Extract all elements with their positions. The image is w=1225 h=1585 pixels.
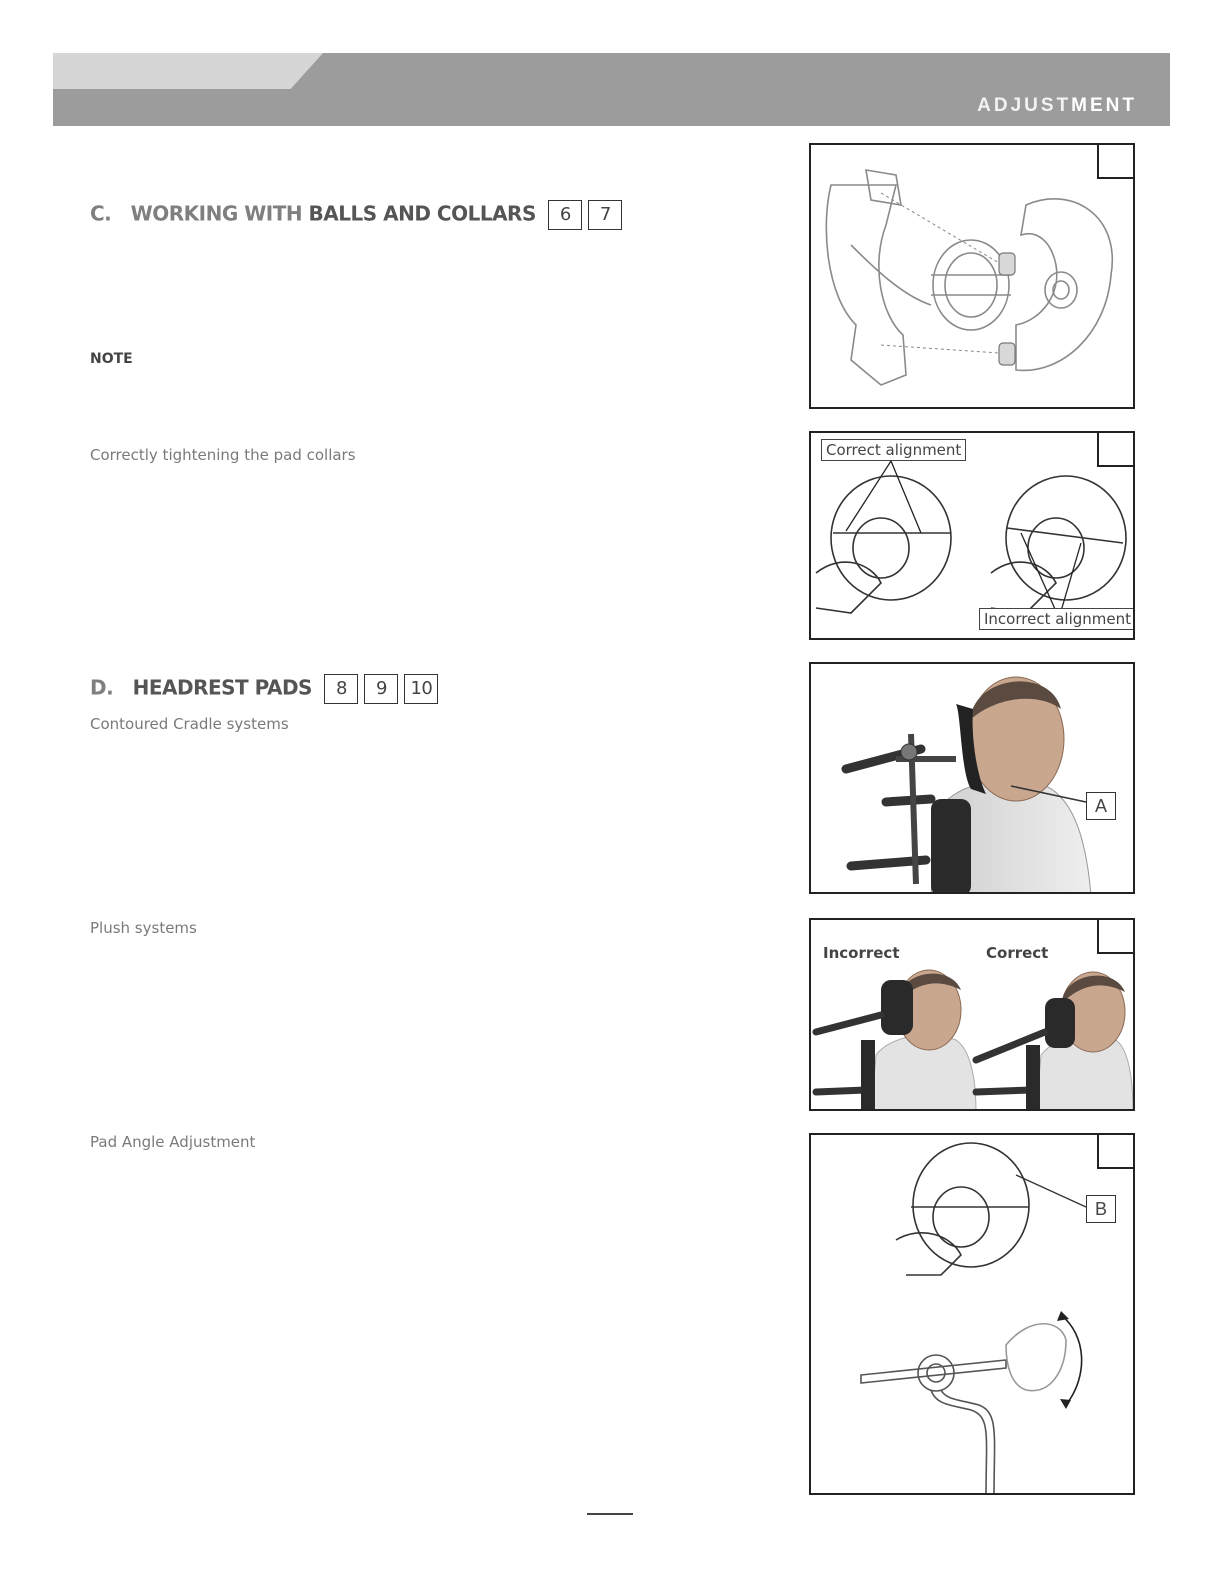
subheading-collars: Correctly tightening the pad collars	[90, 446, 356, 464]
label-incorrect: Incorrect	[823, 944, 900, 962]
footer-rule	[587, 1513, 633, 1515]
fig-ref-6: 6	[548, 200, 582, 230]
figure-9	[809, 918, 1135, 1111]
figure-7	[809, 431, 1135, 640]
plush-photos	[811, 920, 1135, 1111]
callout-correct-alignment: Correct alignment	[821, 439, 966, 461]
section-d-letter: D.	[90, 675, 114, 700]
subheading-angle: Pad Angle Adjustment	[90, 1133, 256, 1151]
section-c-title-b: BALLS AND COLLARS	[308, 201, 536, 226]
figure-8	[809, 662, 1135, 894]
section-c-title-a: WORKING WITH	[130, 201, 309, 226]
section-c-letter: C.	[90, 201, 112, 226]
subheading-plush: Plush systems	[90, 919, 197, 937]
callout-b: B	[1086, 1195, 1116, 1223]
callout-a: A	[1086, 792, 1116, 820]
subheading-cradle: Contoured Cradle systems	[90, 715, 289, 733]
section-d-title	[90, 674, 438, 704]
figure-10	[809, 1133, 1135, 1495]
fig-ref-7: 7	[588, 200, 622, 230]
note-label: NOTE	[90, 351, 133, 367]
collar-exploded-drawing	[811, 145, 1135, 409]
label-correct: Correct	[986, 944, 1049, 962]
fig-ref-10: 10	[404, 674, 438, 704]
section-c-title	[90, 200, 622, 230]
pad-angle-drawing	[811, 1135, 1135, 1495]
title-main: ADJUST	[977, 95, 1072, 116]
title-accent: MENT	[1071, 95, 1137, 116]
callout-incorrect-alignment: Incorrect alignment	[979, 608, 1135, 630]
figure-6	[809, 143, 1135, 409]
cradle-photo	[811, 664, 1135, 894]
fig-ref-8: 8	[324, 674, 358, 704]
fig-ref-9: 9	[364, 674, 398, 704]
section-d-title-a: HEADREST PADS	[132, 675, 312, 700]
header-tab	[53, 53, 323, 89]
page-section-title	[977, 95, 1137, 117]
